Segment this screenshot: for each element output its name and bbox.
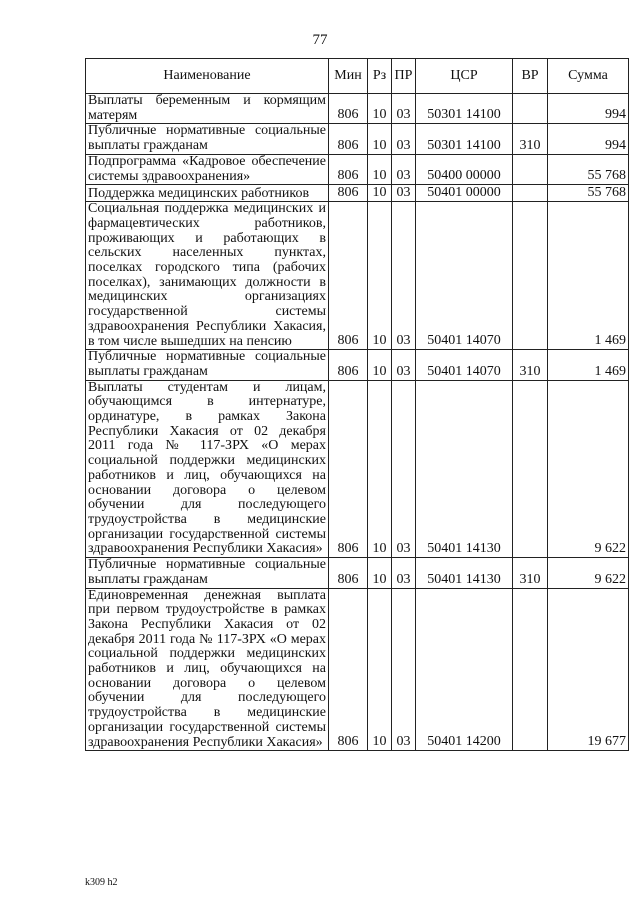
cell-sum: 1 469 xyxy=(548,202,629,350)
table-row xyxy=(86,185,629,202)
cell-csr: 50401 14130 xyxy=(416,380,513,557)
cell-rz: 10 xyxy=(368,380,392,557)
cell-name: Выплаты студентам и лицам, обучающимся в интернатуре, ординатуре, в рамках Закона Республики Хакасия от 02 декабря 2011 года № 117-ЗРХ «О мерах социальной поддержки медицинских работников и лиц, обучающихся на основании договора о целевом обучении для последующего трудоустройства в медицинские организации государственной системы здравоохранения Республики Хакасия» xyxy=(86,380,329,557)
cell-rz: 10 xyxy=(368,124,392,154)
cell-rz: 10 xyxy=(368,154,392,184)
table-row xyxy=(86,154,629,184)
cell-sum: 55 768 xyxy=(548,154,629,184)
cell-name: Поддержка медицинских работников xyxy=(86,185,329,202)
header-vr: ВР xyxy=(513,59,548,94)
cell-rz: 10 xyxy=(368,350,392,380)
cell-pr: 03 xyxy=(392,350,416,380)
cell-rz: 10 xyxy=(368,94,392,124)
cell-min: 806 xyxy=(329,185,368,202)
header-csr: ЦСР xyxy=(416,59,513,94)
cell-min: 806 xyxy=(329,558,368,588)
cell-csr: 50301 14100 xyxy=(416,94,513,124)
cell-name: Социальная поддержка медицинских и фармацевтических работников, проживающих и работающих в сельских населенных пунктах, поселках городского типа (рабочих поселках), занимающих должности в медицинских организациях государственной системы здравоохранения Республики Хакасия, в том числе вышедших на пенсию xyxy=(86,202,329,350)
table-header-row xyxy=(86,59,629,94)
cell-csr: 50401 14070 xyxy=(416,350,513,380)
header-name: Наименование xyxy=(86,59,329,94)
cell-sum: 1 469 xyxy=(548,350,629,380)
header-min: Мин xyxy=(329,59,368,94)
cell-vr xyxy=(513,185,548,202)
cell-rz: 10 xyxy=(368,588,392,751)
cell-csr: 50401 14130 xyxy=(416,558,513,588)
cell-min: 806 xyxy=(329,380,368,557)
cell-name: Выплаты беременным и кормящим матерям xyxy=(86,94,329,124)
cell-csr: 50400 00000 xyxy=(416,154,513,184)
cell-sum: 55 768 xyxy=(548,185,629,202)
cell-pr: 03 xyxy=(392,94,416,124)
cell-min: 806 xyxy=(329,350,368,380)
cell-csr: 50301 14100 xyxy=(416,124,513,154)
table-body xyxy=(86,94,629,751)
budget-table xyxy=(85,58,629,751)
cell-csr: 50401 00000 xyxy=(416,185,513,202)
cell-rz: 10 xyxy=(368,185,392,202)
cell-name: Публичные нормативные социальные выплаты гражданам xyxy=(86,558,329,588)
table-row xyxy=(86,202,629,350)
cell-vr xyxy=(513,380,548,557)
cell-vr: 310 xyxy=(513,558,548,588)
cell-sum: 994 xyxy=(548,124,629,154)
cell-sum: 994 xyxy=(548,94,629,124)
cell-name: Публичные нормативные социальные выплаты гражданам xyxy=(86,350,329,380)
cell-rz: 10 xyxy=(368,202,392,350)
cell-vr xyxy=(513,588,548,751)
cell-pr: 03 xyxy=(392,124,416,154)
cell-min: 806 xyxy=(329,202,368,350)
cell-vr xyxy=(513,154,548,184)
cell-min: 806 xyxy=(329,588,368,751)
header-rz: Рз xyxy=(368,59,392,94)
header-pr: ПР xyxy=(392,59,416,94)
cell-pr: 03 xyxy=(392,558,416,588)
cell-name: Публичные нормативные социальные выплаты гражданам xyxy=(86,124,329,154)
table-row xyxy=(86,588,629,751)
table-row xyxy=(86,350,629,380)
cell-rz: 10 xyxy=(368,558,392,588)
cell-vr: 310 xyxy=(513,124,548,154)
cell-min: 806 xyxy=(329,124,368,154)
cell-pr: 03 xyxy=(392,380,416,557)
cell-csr: 50401 14070 xyxy=(416,202,513,350)
cell-csr: 50401 14200 xyxy=(416,588,513,751)
footer-code: k309 h2 xyxy=(85,877,118,888)
cell-vr: 310 xyxy=(513,350,548,380)
cell-pr: 03 xyxy=(392,588,416,751)
cell-pr: 03 xyxy=(392,202,416,350)
table-row xyxy=(86,380,629,557)
cell-pr: 03 xyxy=(392,185,416,202)
table-row xyxy=(86,94,629,124)
cell-min: 806 xyxy=(329,94,368,124)
cell-sum: 9 622 xyxy=(548,380,629,557)
table-row xyxy=(86,124,629,154)
cell-vr xyxy=(513,94,548,124)
cell-sum: 19 677 xyxy=(548,588,629,751)
cell-name: Подпрограмма «Кадровое обеспечение системы здравоохранения» xyxy=(86,154,329,184)
page-number: 77 xyxy=(312,32,328,48)
table-row xyxy=(86,558,629,588)
cell-sum: 9 622 xyxy=(548,558,629,588)
header-sum: Сумма xyxy=(548,59,629,94)
cell-vr xyxy=(513,202,548,350)
cell-min: 806 xyxy=(329,154,368,184)
cell-name: Единовременная денежная выплата при первом трудоустройстве в рамках Закона Республики Хакасия от 02 декабря 2011 года № 117-ЗРХ «О мерах социальной поддержки медицинских работников и лиц, обучающихся на основании договора о целевом обучении для последующего трудоустройства в медицинские организации государственной системы здравоохранения Республики Хакасия» xyxy=(86,588,329,751)
cell-pr: 03 xyxy=(392,154,416,184)
